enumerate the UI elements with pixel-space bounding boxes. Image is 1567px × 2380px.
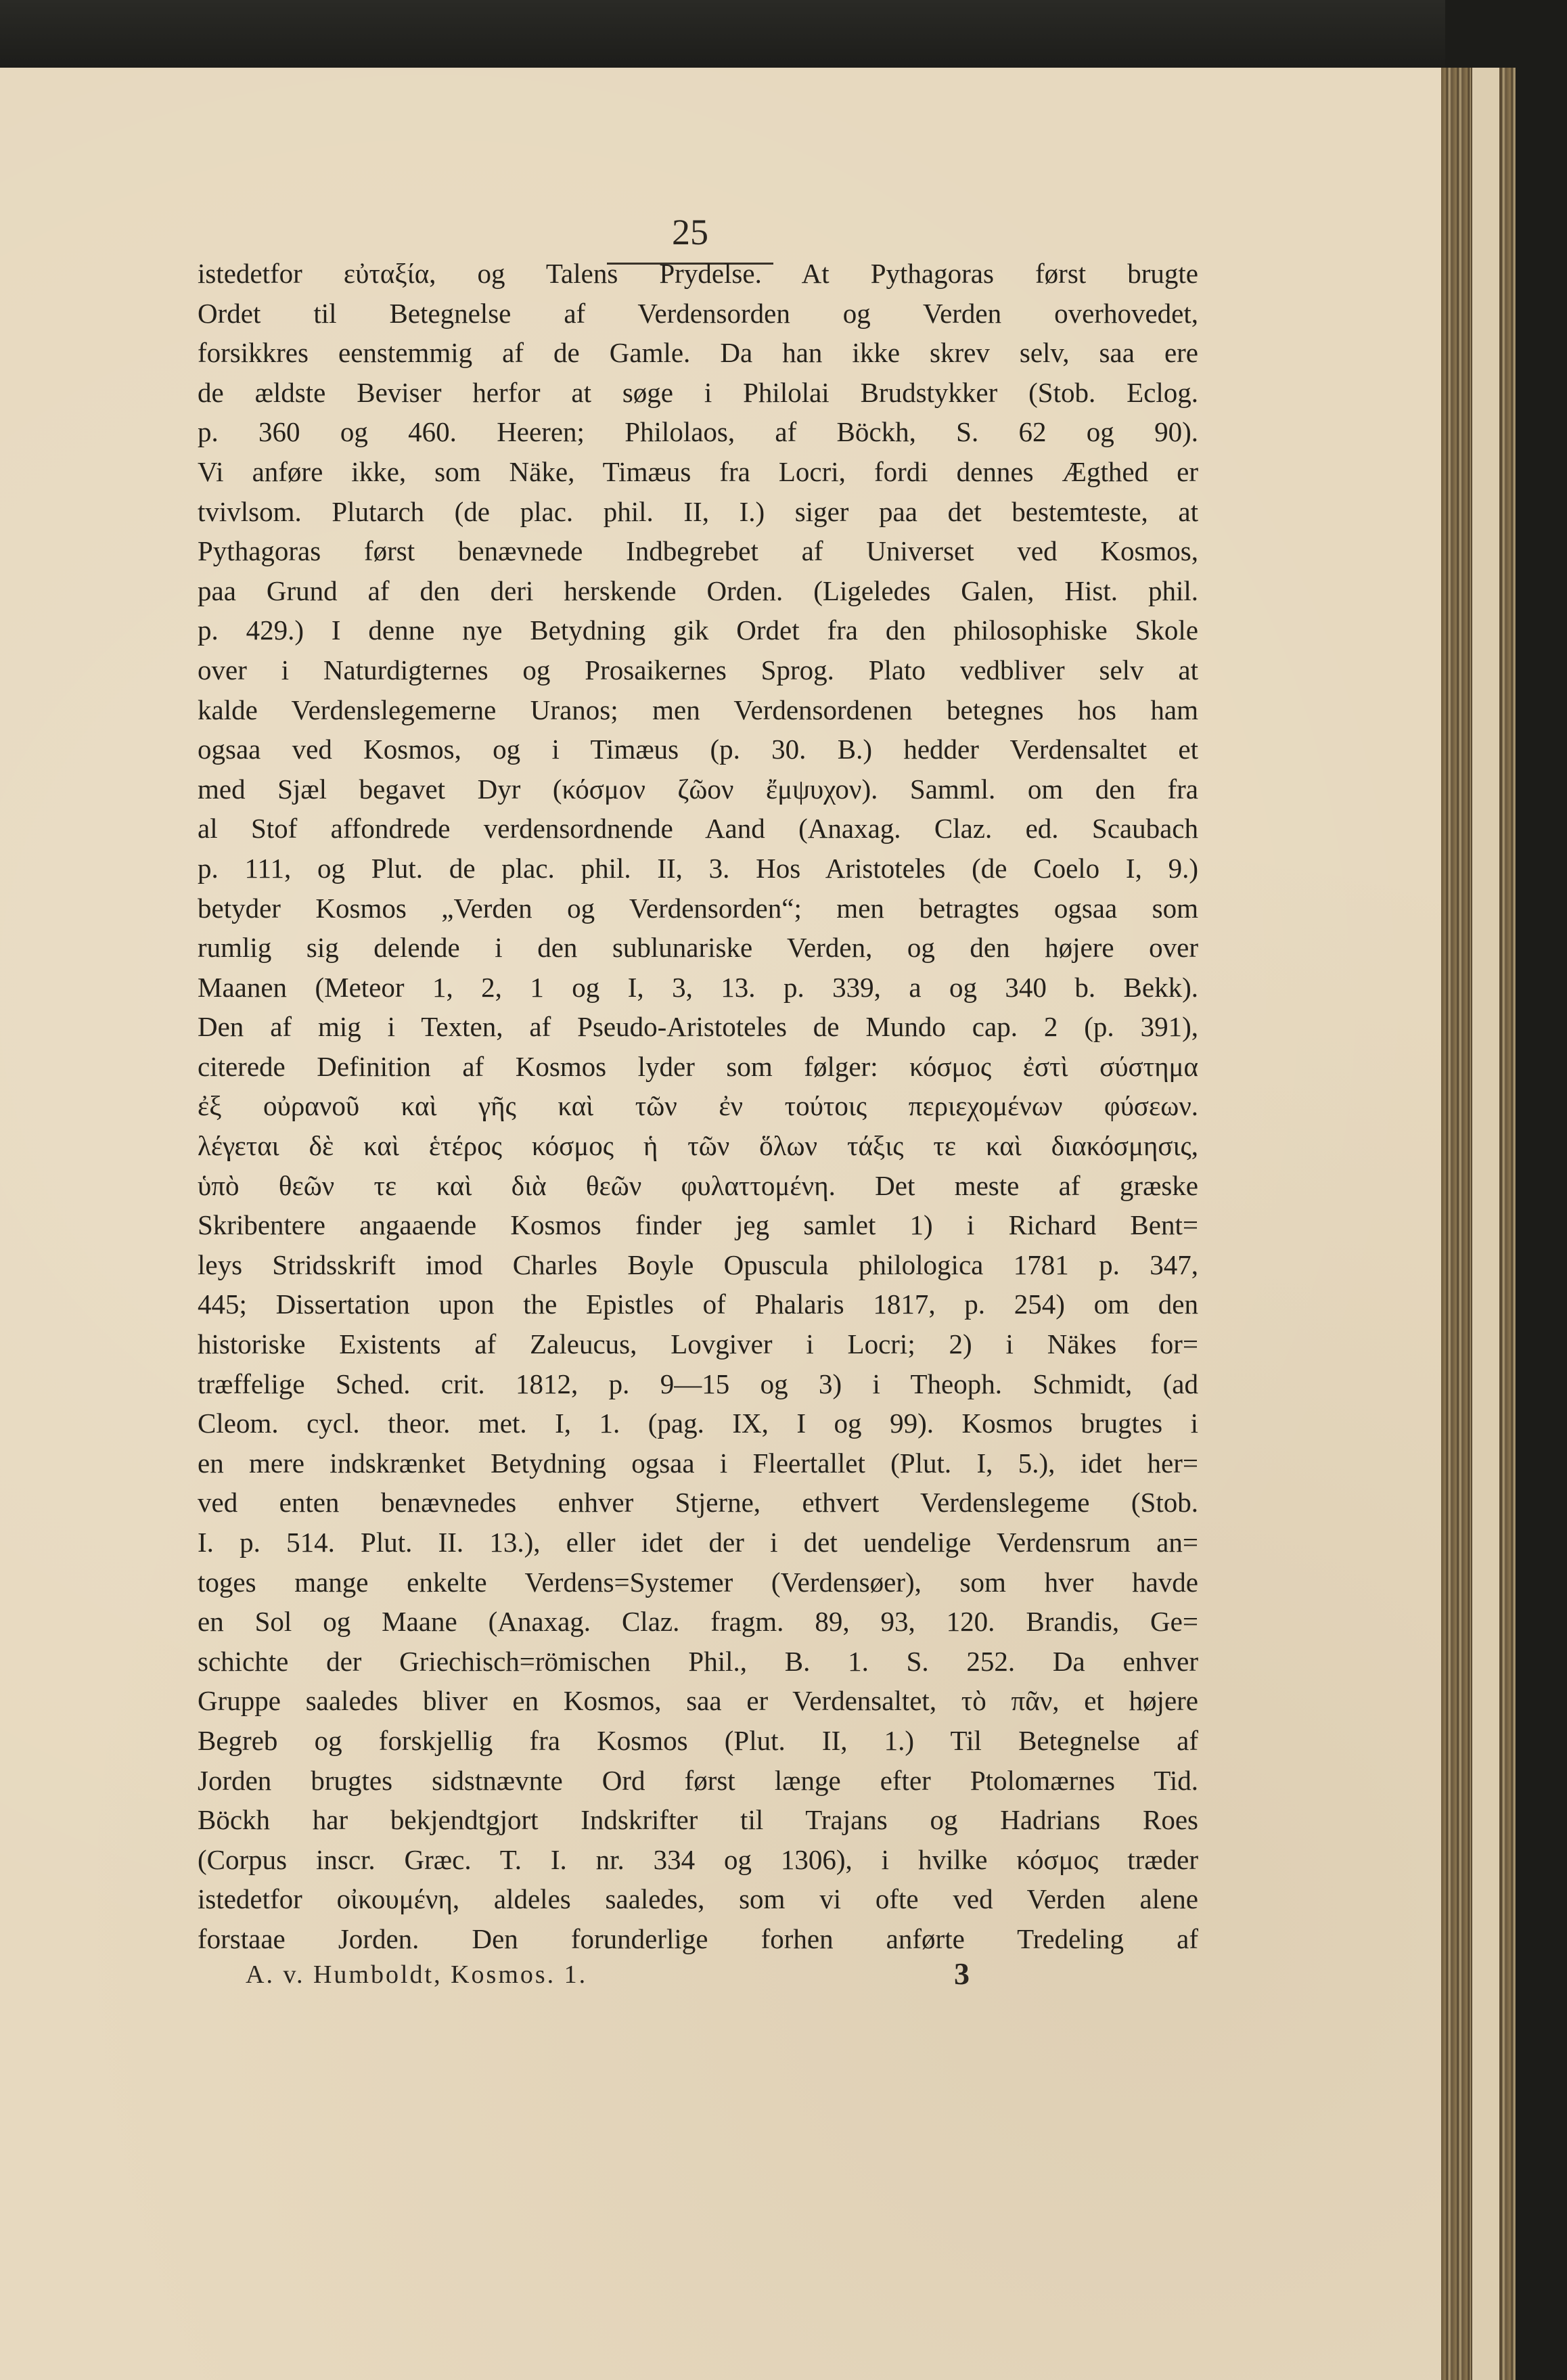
text-line: Cleom. cycl. theor. met. I, 1. (pag. IX, I og 99). Kosmos brugtes i	[198, 1408, 1198, 1439]
text-line: al Stof affondrede verdensordnende Aand (Anaxag. Claz. ed. Scaubach	[198, 813, 1198, 845]
text-line: 445; Dissertation upon the Epistles of Phalaris 1817, p. 254) om den	[198, 1288, 1198, 1320]
text-line: rumlig sig delende i den sublunariske Verden, og den højere over	[198, 932, 1198, 964]
text-line: (Corpus inscr. Græc. T. I. nr. 334 og 1306), i hvilke κόσμος træder	[198, 1843, 1198, 1875]
text-line: Vi anføre ikke, som Näke, Timæus fra Locri, fordi dennes Ægthed er	[198, 455, 1198, 487]
text-line: ved enten benævnedes enhver Stjerne, ethvert Verdenslegeme (Stob.	[198, 1487, 1198, 1519]
text-line: betyder Kosmos „Verden og Verdensorden“; men betragtes ogsaa som	[198, 892, 1198, 924]
text-line: istedetfor οἰκουμένη, aldeles saaledes, som vi ofte ved Verden alene	[198, 1883, 1198, 1915]
text-line: p. 429.) I denne nye Betydning gik Ordet fra den philosophiske Skole	[198, 614, 1198, 646]
text-line: p. 111, og Plut. de plac. phil. II, 3. Hos Aristoteles (de Coelo I, 9.)	[198, 852, 1198, 884]
text-line: en mere indskrænket Betydning ogsaa i Fleertallet (Plut. I, 5.), idet her=	[198, 1447, 1198, 1479]
text-line: Gruppe saaledes bliver en Kosmos, saa er Verdensaltet, τὸ πᾶν, et højere	[198, 1685, 1198, 1717]
text-line: Begreb og forskjellig fra Kosmos (Plut. II, 1.) Til Betegnelse af	[198, 1724, 1198, 1756]
text-line: Maanen (Meteor 1, 2, 1 og I, 3, 13. p. 339, a og 340 b. Bekk).	[198, 971, 1198, 1003]
text-line: ogsaa ved Kosmos, og i Timæus (p. 30. B.) hedder Verdensaltet et	[198, 734, 1198, 765]
text-line: paa Grund af den deri herskende Orden. (Ligeledes Galen, Hist. phil.	[198, 575, 1198, 606]
text-line: Skribentere angaaende Kosmos finder jeg samlet 1) i Richard Bent=	[198, 1209, 1198, 1241]
text-line: tvivlsom. Plutarch (de plac. phil. II, I.) siger paa det bestemteste, at	[198, 495, 1198, 527]
text-line: de ældste Beviser herfor at søge i Philolai Brudstykker (Stob. Eclog.	[198, 376, 1198, 408]
text-line: Böckh har bekjendtgjort Indskrifter til Trajans og Hadrians Roes	[198, 1804, 1198, 1836]
text-line: Ordet til Betegnelse af Verdensorden og Verden overhovedet,	[198, 297, 1198, 329]
text-line: forstaae Jorden. Den forunderlige forhen anførte Tredeling af	[198, 1923, 1198, 1954]
footer-title: A. v. Humboldt, Kosmos. 1.	[246, 1960, 588, 1989]
text-line: leys Stridsskrift imod Charles Boyle Opuscula philologica 1781 p. 347,	[198, 1249, 1198, 1280]
text-line: ἐξ οὐρανοῦ καὶ γῆς καὶ τῶν ἐν τούτοις περιεχομένων φύσεων.	[198, 1090, 1198, 1122]
text-line: I. p. 514. Plut. II. 13.), eller idet der i det uendelige Verdensrum an=	[198, 1527, 1198, 1558]
text-line: istedetfor εὐταξία, og Talens Prydelse. At Pythagoras først brugte	[198, 258, 1198, 289]
text-line: Jorden brugtes sidstnævnte Ord først længe efter Ptolomærnes Tid.	[198, 1764, 1198, 1796]
text-line: Pythagoras først benævnede Indbegrebet af Universet ved Kosmos,	[198, 535, 1198, 567]
text-line: λέγεται δὲ καὶ ἑτέρος κόσμος ἡ τῶν ὅλων τάξις τε καὶ διακόσμησις,	[198, 1130, 1198, 1162]
text-line: med Sjæl begavet Dyr (κόσμον ζῶον ἔμψυχον). Samml. om den fra	[198, 773, 1198, 805]
page-edge-leaf	[1471, 68, 1501, 2380]
text-line: citerede Definition af Kosmos lyder som følger: κόσμος ἐστὶ σύστημα	[198, 1050, 1198, 1082]
book-cover-top	[0, 0, 1567, 68]
text-line: schichte der Griechisch=römischen Phil., B. 1. S. 252. Da enhver	[198, 1645, 1198, 1677]
text-line: kalde Verdenslegemerne Uranos; men Verdensordenen betegnes hos ham	[198, 694, 1198, 725]
page-edges	[1441, 68, 1516, 2380]
body-text	[198, 254, 1198, 1959]
signature-mark: 3	[954, 1956, 970, 1991]
text-line: Den af mig i Texten, af Pseudo-Aristoteles de Mundo cap. 2 (p. 391),	[198, 1011, 1198, 1043]
text-line: over i Naturdigternes og Prosaikernes Sprog. Plato vedbliver selv at	[198, 654, 1198, 686]
text-line: træffelige Sched. crit. 1812, p. 9—15 og 3) i Theoph. Schmidt, (ad	[198, 1368, 1198, 1399]
text-line: historiske Existents af Zaleucus, Lovgiver i Locri; 2) i Näkes for=	[198, 1328, 1198, 1360]
page-number: 25	[672, 212, 708, 252]
text-line: en Sol og Maane (Anaxag. Claz. fragm. 89, 93, 120. Brandis, Ge=	[198, 1606, 1198, 1638]
text-line: p. 360 og 460. Heeren; Philolaos, af Böckh, S. 62 og 90).	[198, 416, 1198, 448]
text-line: toges mange enkelte Verdens=Systemer (Verdensøer), som hver havde	[198, 1566, 1198, 1598]
text-line: forsikkres eenstemmig af de Gamle. Da han ikke skrev selv, saa ere	[198, 337, 1198, 369]
text-line: ὑπὸ θεῶν τε καὶ διὰ θεῶν φυλαττομένη. Det meste af græske	[198, 1169, 1198, 1201]
